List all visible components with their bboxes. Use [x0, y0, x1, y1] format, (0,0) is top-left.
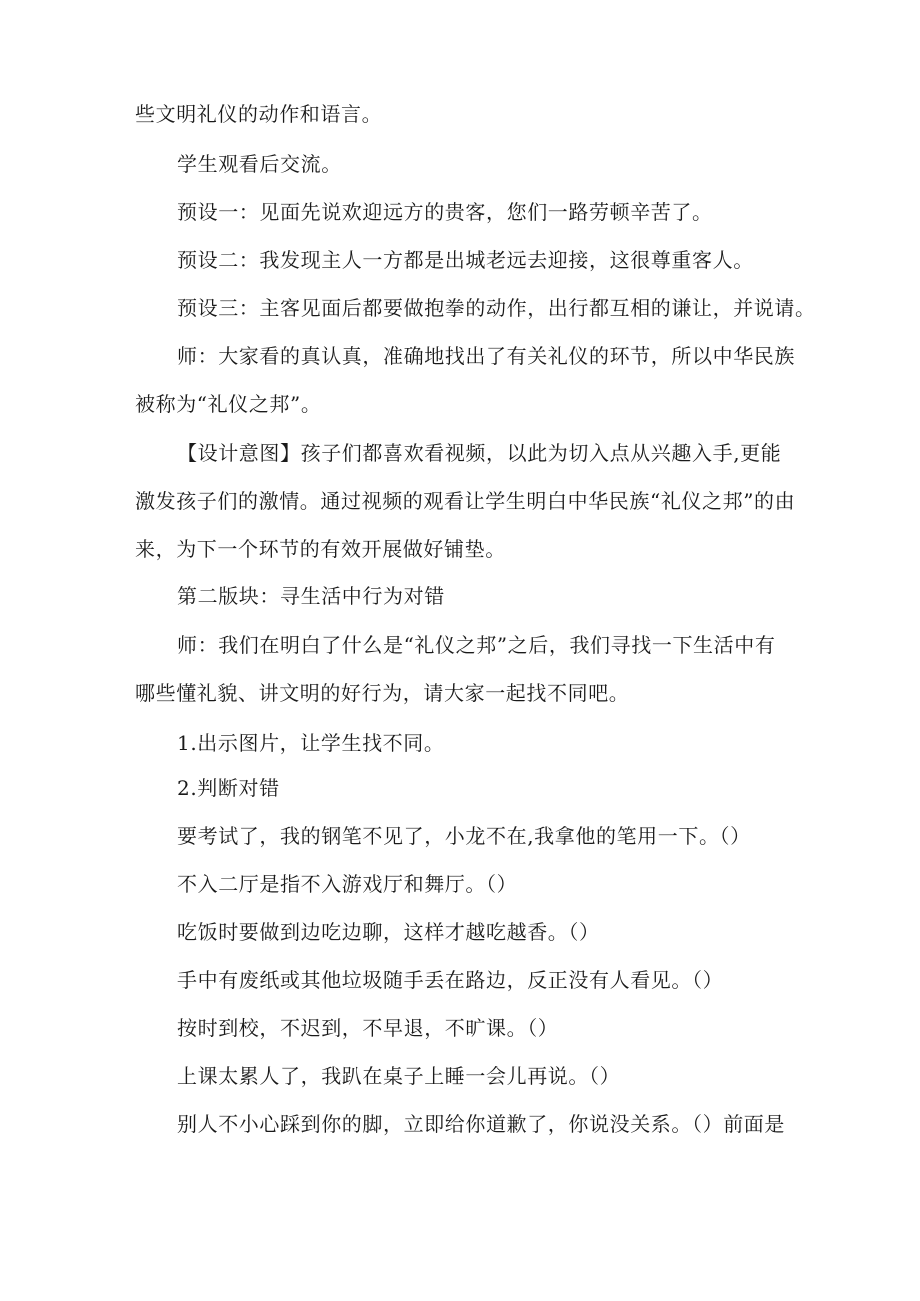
paragraph-line: 预设一：见面先说欢迎远方的贵客，您们一路劳顿辛苦了。	[177, 200, 713, 224]
judgement-item: 上课太累人了，我趴在桌子上睡一会儿再说。（）	[177, 1064, 621, 1088]
judgement-item: 别人不小心踩到你的脚，立即给你道歉了，你说没关系。（）前面是	[177, 1112, 785, 1136]
paragraph-line: 预设二：我发现主人一方都是出城老远去迎接，这很尊重客人。	[177, 248, 754, 272]
paragraph-line: 学生观看后交流。	[177, 152, 342, 176]
paragraph-line: 哪些懂礼貌、讲文明的好行为，请大家一起找不同吧。	[135, 681, 630, 705]
judgement-item: 要考试了，我的钢笔不见了，小龙不在,我拿他的笔用一下。（）	[177, 824, 751, 848]
paragraph-line: 预设三：主客见面后都要做抱拳的动作，出行都互相的谦让，并说请。	[177, 296, 816, 320]
judgement-item: 手中有废纸或其他垃圾随手丢在路边，反正没有人看见。（）	[177, 968, 724, 992]
design-intent-line: 【设计意图】孩子们都喜欢看视频，以此为切入点从兴趣入手,更能	[177, 441, 782, 465]
paragraph-line: 来，为下一个环节的有效开展做好铺垫。	[135, 537, 506, 561]
paragraph-line: 师：我们在明白了什么是“礼仪之邦”之后，我们寻找一下生活中有	[177, 633, 776, 657]
list-item: 1.出示图片，让学生找不同。	[177, 731, 445, 755]
paragraph-line: 被称为“礼仪之邦”。	[135, 392, 322, 416]
paragraph-line: 些文明礼仪的动作和语言。	[135, 102, 383, 126]
section-heading: 第二版块：寻生活中行为对错	[177, 584, 445, 608]
list-item: 2.判断对错	[177, 776, 280, 800]
judgement-item: 按时到校，不迟到，不早退，不旷课。（）	[177, 1016, 559, 1040]
judgement-item: 不入二厅是指不入游戏厅和舞厅。（）	[177, 872, 518, 896]
paragraph-line: 激发孩子们的激情。通过视频的观看让学生明白中华民族“礼仪之邦”的由	[135, 489, 796, 513]
judgement-item: 吃饭时要做到边吃边聊，这样才越吃越香。（）	[177, 920, 600, 944]
paragraph-line: 师：大家看的真认真，准确地找出了有关礼仪的环节，所以中华民族	[177, 344, 795, 368]
